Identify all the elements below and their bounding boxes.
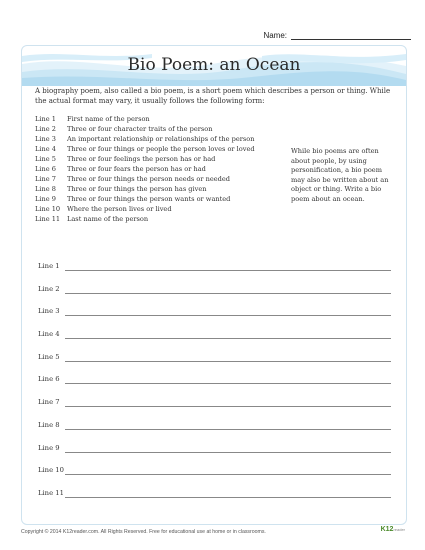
writing-line: [35, 347, 395, 370]
format-line-description: Three or four things the person needs or needed: [67, 175, 231, 183]
writing-line: [35, 324, 395, 347]
wave-banner: [22, 46, 406, 86]
format-line-number: Line 1: [35, 115, 56, 123]
writing-line-blank[interactable]: [65, 338, 391, 339]
format-row: [35, 204, 255, 214]
writing-line-label: Line 8: [38, 420, 60, 429]
format-row: [35, 114, 255, 124]
format-row: [35, 134, 255, 144]
writing-line: [35, 438, 395, 461]
writing-line-blank[interactable]: [65, 293, 391, 294]
writing-line-label: Line 6: [38, 375, 60, 384]
format-line-number: Line 2: [35, 125, 56, 133]
writing-line: [35, 392, 395, 415]
format-line-description: Three or four character traits of the person: [67, 125, 213, 133]
writing-line-blank[interactable]: [65, 497, 391, 498]
format-line-number: Line 5: [35, 155, 56, 163]
writing-line: [35, 256, 395, 279]
format-line-number: Line 11: [35, 215, 61, 223]
writing-line-label: Line 7: [38, 398, 60, 407]
writing-line: [35, 483, 395, 506]
writing-line: [35, 279, 395, 302]
format-line-number: Line 10: [35, 205, 61, 213]
logo-text: K12: [380, 526, 394, 533]
format-row: [35, 154, 255, 164]
writing-line-label: Line 2: [38, 284, 60, 293]
writing-line-label: Line 5: [38, 352, 60, 361]
format-row: [35, 194, 255, 204]
format-line-description: First name of the person: [67, 115, 150, 123]
writing-line-blank[interactable]: [65, 315, 391, 316]
writing-line-label: Line 10: [38, 466, 64, 475]
copyright-footer: Copyright © 2014 K12reader.com. All Rights Reserved. Free for educational use at home or in classrooms.: [21, 529, 266, 535]
format-line-number: Line 9: [35, 195, 56, 203]
writing-line-label: Line 9: [38, 443, 60, 452]
page-title: Bio Poem: an Ocean: [127, 55, 301, 75]
writing-line: [35, 415, 395, 438]
name-label: Name:: [263, 31, 287, 40]
writing-line-blank[interactable]: [65, 429, 391, 430]
writing-line-blank[interactable]: [65, 406, 391, 407]
writing-line-label: Line 3: [38, 307, 60, 316]
format-row: [35, 164, 255, 174]
writing-line-blank[interactable]: [65, 361, 391, 362]
format-line-description: Three or four things the person wants or wanted: [67, 195, 231, 203]
writing-line-label: Line 11: [38, 488, 64, 497]
intro-paragraph: A biography poem, also called a bio poem, is a short poem which describes a person or thing. While the actual format may vary, it usually follows the following form:: [35, 87, 391, 105]
format-row: [35, 184, 255, 194]
format-line-description: Three or four things the person has given: [67, 185, 207, 193]
format-line-number: Line 7: [35, 175, 56, 183]
writing-line-blank[interactable]: [65, 383, 391, 384]
worksheet-frame: [21, 45, 407, 525]
format-line-description: Last name of the person: [67, 215, 149, 223]
writing-line: [35, 460, 395, 483]
format-line-description: Three or four fears the person has or had: [67, 165, 206, 173]
logo-subtext: reader: [393, 527, 405, 532]
writing-line-blank[interactable]: [65, 270, 391, 271]
writing-lines: [35, 256, 395, 506]
format-line-description: An important relationship or relationships of the person: [67, 135, 255, 143]
format-line-number: Line 4: [35, 145, 56, 153]
format-row: [35, 124, 255, 134]
format-row: [35, 144, 255, 154]
writing-line: [35, 369, 395, 392]
writing-line-label: Line 1: [38, 262, 60, 270]
format-line-number: Line 6: [35, 165, 56, 173]
writing-line-label: Line 4: [38, 330, 60, 339]
format-line-description: Three or four feelings the person has or had: [67, 155, 216, 163]
format-line-number: Line 3: [35, 135, 56, 143]
format-row: [35, 214, 255, 224]
format-list: [35, 114, 255, 224]
k12reader-logo: [381, 526, 405, 533]
format-line-number: Line 8: [35, 185, 56, 193]
format-row: [35, 174, 255, 184]
writing-line-blank[interactable]: [65, 474, 391, 475]
format-line-description: Three or four things or people the person loves or loved: [67, 145, 255, 153]
format-line-description: Where the person lives or lived: [67, 205, 172, 213]
side-note: While bio poems are often about people, by using personification, a bio poem may also be written about an object or thing. Write a bio poem about an ocean.: [291, 147, 389, 203]
name-blank-line[interactable]: [291, 30, 411, 40]
name-field: [263, 30, 411, 40]
writing-line-blank[interactable]: [65, 452, 391, 453]
writing-line: [35, 301, 395, 324]
